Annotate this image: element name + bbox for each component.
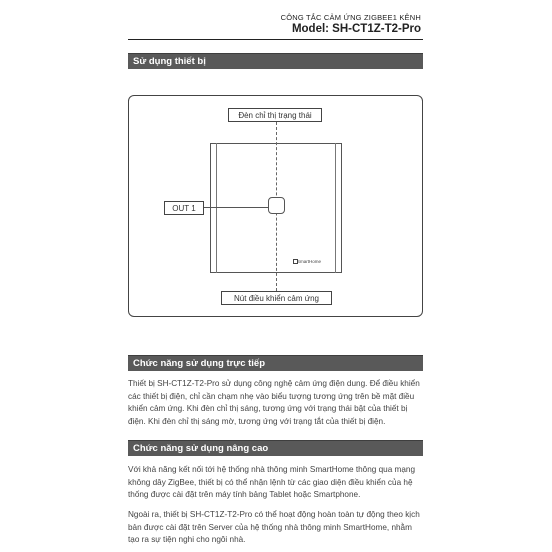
advanced-text-2: Ngoài ra, thiết bị SH-CT1Z-T2-Pro có thể hoạt động hoàn toàn tự động theo kịch bản được cài đặt trên Server của hệ thống nhà thông minh SmartHome, nhằm tạo ra sự tiện nghi cho ngôi nhà. — [128, 510, 420, 544]
advanced-paragraph-2 — [128, 509, 424, 547]
brand-logo: SmartHome — [297, 259, 322, 264]
section-advanced-title: Chức năng sử dụng nâng cao — [128, 440, 423, 456]
direct-text: Thiết bị SH-CT1Z-T2-Pro sử dụng công nghệ cảm ứng điện dung. Để điều khiển các thiết bị điện, chỉ cần chạm nhẹ vào biểu tượng tương ứng trên bề mặt điều khiển cảm ứng. Khi đèn chỉ thị sáng, tương ứng với trạng thái bật của thiết bị điện. Khi đèn chỉ thị sáng mờ, tương ứng với trạng tắt của thiết bị điện. — [128, 379, 420, 426]
output-leader-line — [204, 207, 268, 208]
header-rule — [128, 39, 423, 40]
touch-callout: Nút điều khiển cảm ứng — [221, 291, 332, 305]
indicator-callout: Đèn chỉ thị trạng thái — [228, 108, 322, 122]
touch-button[interactable] — [268, 197, 285, 214]
section-direct-title: Chức năng sử dụng trực tiếp — [128, 355, 423, 371]
section-usage-title: Sử dụng thiết bị — [128, 53, 423, 69]
output-callout: OUT 1 — [164, 201, 204, 215]
advanced-paragraph-1 — [128, 464, 424, 502]
advanced-text-1: Với khả năng kết nối tới hệ thống nhà thông minh SmartHome thông qua mạng không dây ZigBee, thiết bị có thể nhận lệnh từ các giao diện điều khiển của hệ thống được cài đặt trên máy tính bảng Tablet hoặc Smartphone. — [128, 465, 416, 499]
header-model: Model: SH-CT1Z-T2-Pro — [291, 23, 421, 35]
direct-paragraph — [128, 378, 424, 428]
header-product-line: CÔNG TẮC CẢM ỨNG ZIGBEE1 KÊNH — [280, 13, 421, 22]
